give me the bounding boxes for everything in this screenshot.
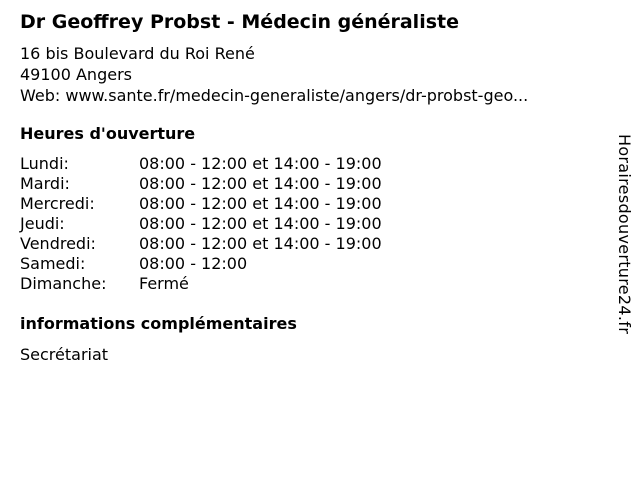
day-hours: 08:00 - 12:00 xyxy=(139,254,248,273)
page-title: Dr Geoffrey Probst - Médecin généraliste xyxy=(20,11,459,33)
address-street: 16 bis Boulevard du Roi René xyxy=(20,44,255,63)
additional-info-heading: informations complémentaires xyxy=(20,314,297,333)
day-hours: 08:00 - 12:00 et 14:00 - 19:00 xyxy=(139,214,382,233)
day-hours: 08:00 - 12:00 et 14:00 - 19:00 xyxy=(139,174,382,193)
day-label: Samedi: xyxy=(20,254,86,273)
day-hours: 08:00 - 12:00 et 14:00 - 19:00 xyxy=(139,194,382,213)
day-label: Vendredi: xyxy=(20,234,96,253)
day-label: Mercredi: xyxy=(20,194,95,213)
brand-watermark: Horairesdouverture24.fr xyxy=(615,134,634,335)
opening-hours-heading: Heures d'ouverture xyxy=(20,124,196,143)
address-block xyxy=(20,43,528,106)
day-label: Jeudi: xyxy=(20,214,65,233)
day-label: Mardi: xyxy=(20,174,70,193)
address-city: 49100 Angers xyxy=(20,65,132,84)
day-label: Dimanche: xyxy=(20,274,107,293)
day-hours: Fermé xyxy=(139,274,189,293)
day-hours: 08:00 - 12:00 et 14:00 - 19:00 xyxy=(139,154,382,173)
day-hours: 08:00 - 12:00 et 14:00 - 19:00 xyxy=(139,234,382,253)
website-link[interactable]: Web: www.sante.fr/medecin-generaliste/angers/dr-probst-geo... xyxy=(20,86,529,105)
day-label: Lundi: xyxy=(20,154,69,173)
additional-info-text: Secrétariat xyxy=(20,345,109,364)
